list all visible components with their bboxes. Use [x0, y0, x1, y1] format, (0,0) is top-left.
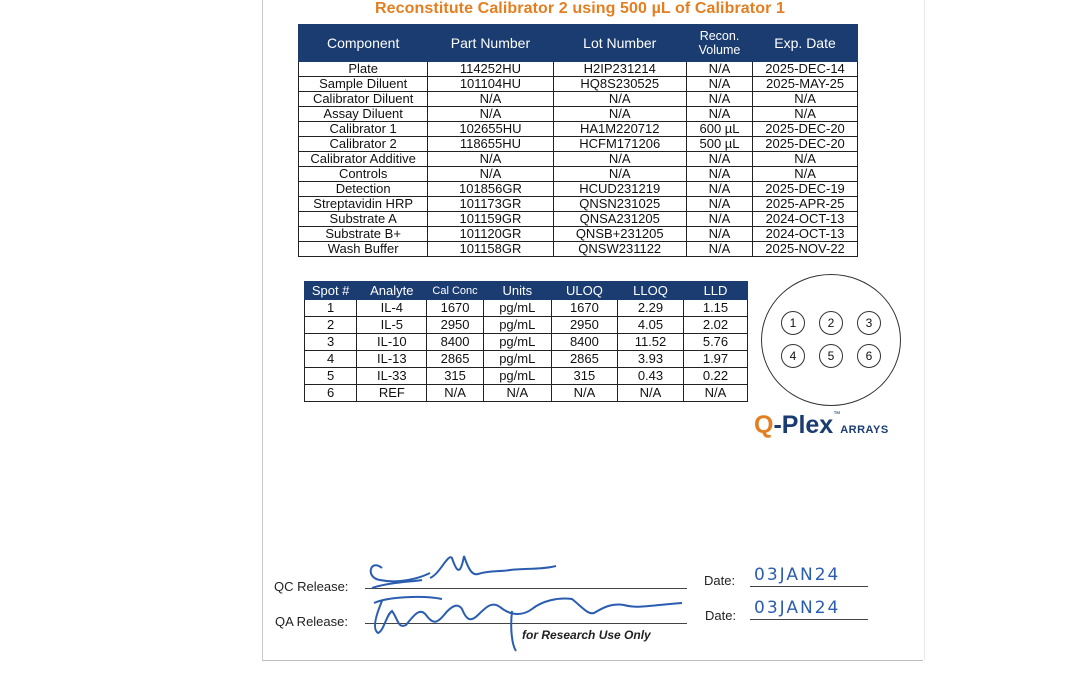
table-cell: 4.05 [617, 317, 683, 334]
table-cell: pg/mL [483, 334, 551, 351]
table-cell: Calibrator 1 [299, 122, 428, 137]
table-row [305, 385, 748, 402]
table-cell: Substrate A [299, 212, 428, 227]
table-cell: 101158GR [428, 242, 553, 257]
table-cell: 3 [305, 334, 357, 351]
table-row [299, 122, 858, 137]
table-row [299, 167, 858, 182]
column-header: Part Number [428, 25, 553, 62]
qa-date-line [750, 619, 868, 620]
table-cell: 1 [305, 300, 357, 317]
column-header: Analyte [357, 282, 427, 300]
logo-q: Q [754, 411, 774, 439]
table-cell: 0.22 [684, 368, 748, 385]
table-cell: 2025-NOV-22 [753, 242, 858, 257]
table-cell: QNSA231205 [553, 212, 686, 227]
table-cell: HCUD231219 [553, 182, 686, 197]
well-spot: 5 [819, 344, 843, 368]
table-cell: N/A [553, 152, 686, 167]
table-cell: 101173GR [428, 197, 553, 212]
column-header: Units [483, 282, 551, 300]
table-cell: 8400 [551, 334, 617, 351]
research-use-only-footer: for Research Use Only [522, 628, 651, 642]
table-cell: 500 µL [686, 137, 752, 152]
table-row [299, 92, 858, 107]
table-cell: N/A [428, 107, 553, 122]
table-cell: 6 [305, 385, 357, 402]
table-cell: N/A [428, 167, 553, 182]
table-row [305, 368, 748, 385]
table-cell: HCFM171206 [553, 137, 686, 152]
table-cell: N/A [753, 152, 858, 167]
table-cell: 101104HU [428, 77, 553, 92]
table-row [299, 77, 858, 92]
table-cell: Detection [299, 182, 428, 197]
qa-release-label: QA Release: [275, 614, 348, 629]
table-cell: 101120GR [428, 227, 553, 242]
table-cell: pg/mL [483, 317, 551, 334]
table-cell: Calibrator 2 [299, 137, 428, 152]
table-cell: IL-4 [357, 300, 427, 317]
table-row [299, 62, 858, 77]
table-cell: IL-10 [357, 334, 427, 351]
column-header: Cal Conc [427, 282, 483, 300]
logo-tm: ™ [833, 411, 841, 418]
table-cell: 8400 [427, 334, 483, 351]
table-cell: N/A [428, 152, 553, 167]
table-cell: 114252HU [428, 62, 553, 77]
table-cell: 2024-OCT-13 [753, 227, 858, 242]
table-cell: N/A [686, 107, 752, 122]
well-spot: 2 [819, 311, 843, 335]
table-row [305, 334, 748, 351]
well-spot: 1 [781, 311, 805, 335]
table-cell: 2950 [551, 317, 617, 334]
table-cell: pg/mL [483, 351, 551, 368]
table-cell: N/A [686, 152, 752, 167]
table-cell: 2.29 [617, 300, 683, 317]
table-cell: N/A [686, 92, 752, 107]
table-cell: N/A [553, 92, 686, 107]
table-cell: 2865 [427, 351, 483, 368]
table-cell: QNSW231122 [553, 242, 686, 257]
table-cell: 1.15 [684, 300, 748, 317]
table-cell: N/A [686, 62, 752, 77]
table-cell: Substrate B+ [299, 227, 428, 242]
table-cell: Streptavidin HRP [299, 197, 428, 212]
table-cell: Controls [299, 167, 428, 182]
column-header: LLOQ [617, 282, 683, 300]
table-cell: N/A [553, 167, 686, 182]
table-row [305, 300, 748, 317]
table-cell: 118655HU [428, 137, 553, 152]
table-cell: N/A [753, 92, 858, 107]
table-cell: HQ8S230525 [553, 77, 686, 92]
components-table [298, 24, 858, 257]
table-cell: N/A [483, 385, 551, 402]
column-header: Exp. Date [753, 25, 858, 62]
column-header: Lot Number [553, 25, 686, 62]
table-cell: QNSN231025 [553, 197, 686, 212]
table-row [299, 212, 858, 227]
table-cell: HA1M220712 [553, 122, 686, 137]
table-cell: 600 µL [686, 122, 752, 137]
table-cell: 2.02 [684, 317, 748, 334]
table-cell: 315 [551, 368, 617, 385]
table-cell: 11.52 [617, 334, 683, 351]
table-cell: QNSB+231205 [553, 227, 686, 242]
column-header: LLD [684, 282, 748, 300]
table-row [305, 317, 748, 334]
table-row [299, 152, 858, 167]
column-header: Spot # [305, 282, 357, 300]
qc-date-value: 03JAN24 [754, 565, 841, 585]
well-spot: 4 [781, 344, 805, 368]
table-row [299, 182, 858, 197]
components-header-row [299, 25, 858, 62]
table-cell: 102655HU [428, 122, 553, 137]
table-row [299, 227, 858, 242]
array-well-diagram [761, 274, 901, 406]
table-cell: Wash Buffer [299, 242, 428, 257]
table-cell: 2025-DEC-19 [753, 182, 858, 197]
table-cell: N/A [428, 92, 553, 107]
table-cell: 2 [305, 317, 357, 334]
table-cell: 1670 [427, 300, 483, 317]
table-cell: 2950 [427, 317, 483, 334]
q-plex-arrays-logo [754, 411, 914, 445]
column-header: Component [299, 25, 428, 62]
table-cell: 5 [305, 368, 357, 385]
table-cell: N/A [551, 385, 617, 402]
table-cell: Calibrator Diluent [299, 92, 428, 107]
well-spot: 3 [857, 311, 881, 335]
table-cell: 4 [305, 351, 357, 368]
table-cell: Plate [299, 62, 428, 77]
table-cell: N/A [617, 385, 683, 402]
spots-header-row [305, 282, 748, 300]
table-cell: 3.93 [617, 351, 683, 368]
table-cell: N/A [753, 167, 858, 182]
table-cell: 2025-DEC-20 [753, 137, 858, 152]
table-cell: IL-13 [357, 351, 427, 368]
table-cell: Assay Diluent [299, 107, 428, 122]
qc-release-label: QC Release: [274, 579, 349, 594]
table-cell: N/A [686, 197, 752, 212]
table-cell: 0.43 [617, 368, 683, 385]
table-cell: N/A [686, 227, 752, 242]
table-cell: IL-33 [357, 368, 427, 385]
table-cell: N/A [753, 107, 858, 122]
table-row [299, 242, 858, 257]
table-row [299, 107, 858, 122]
table-cell: N/A [686, 77, 752, 92]
table-cell: 1.97 [684, 351, 748, 368]
page-title: Reconstitute Calibrator 2 using 500 µL of Calibrator 1 [375, 0, 785, 17]
table-cell: 2865 [551, 351, 617, 368]
table-cell: 2025-MAY-25 [753, 77, 858, 92]
table-cell: 2024-OCT-13 [753, 212, 858, 227]
table-cell: N/A [686, 182, 752, 197]
table-cell: H2IP231214 [553, 62, 686, 77]
table-row [299, 197, 858, 212]
table-cell: N/A [427, 385, 483, 402]
table-row [305, 351, 748, 368]
table-cell: N/A [553, 107, 686, 122]
page-edge [924, 0, 925, 660]
table-cell: 2025-APR-25 [753, 197, 858, 212]
qa-date-value: 03JAN24 [754, 598, 841, 618]
table-cell: Calibrator Additive [299, 152, 428, 167]
logo-arrays: ARRAYS [840, 424, 889, 436]
table-cell: N/A [686, 242, 752, 257]
table-cell: IL-5 [357, 317, 427, 334]
table-cell: 2025-DEC-20 [753, 122, 858, 137]
table-cell: N/A [686, 212, 752, 227]
qc-date-label: Date: [704, 573, 736, 588]
table-cell: REF [357, 385, 427, 402]
table-cell: 2025-DEC-14 [753, 62, 858, 77]
table-cell: 1670 [551, 300, 617, 317]
qa-signature [362, 585, 692, 655]
qa-date-label: Date: [705, 608, 737, 623]
table-row [299, 137, 858, 152]
table-cell: pg/mL [483, 300, 551, 317]
table-cell: 101159GR [428, 212, 553, 227]
logo-plex: -Plex [773, 411, 834, 439]
table-cell: pg/mL [483, 368, 551, 385]
table-cell: N/A [684, 385, 748, 402]
table-cell: 101856GR [428, 182, 553, 197]
qc-date-line [750, 586, 868, 587]
table-cell: 315 [427, 368, 483, 385]
table-cell: N/A [686, 167, 752, 182]
column-header: ULOQ [551, 282, 617, 300]
table-cell: 5.76 [684, 334, 748, 351]
spot-analyte-table [304, 281, 748, 402]
well-spot: 6 [857, 344, 881, 368]
table-cell: Sample Diluent [299, 77, 428, 92]
column-header: Recon. Volume [686, 25, 752, 62]
